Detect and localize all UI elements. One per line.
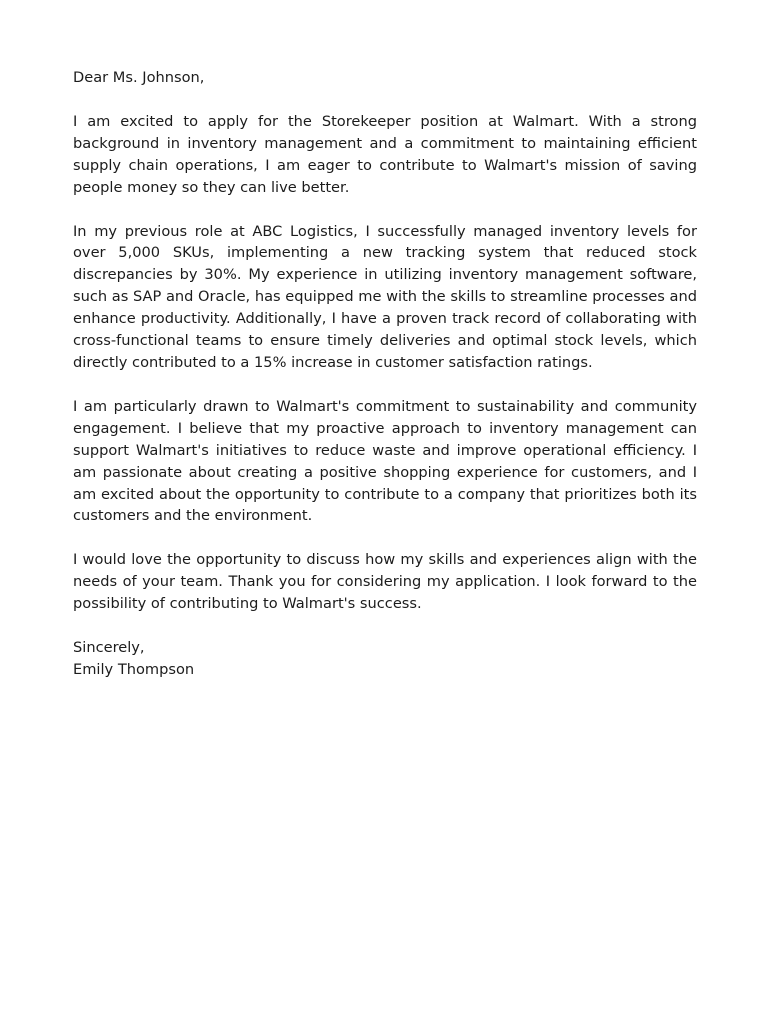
body-paragraph-4: I would love the opportunity to discuss how my skills and experiences align with the needs of your team. Thank you for considering my application. I look forward to the possibility of contributing to Walmart's success.	[73, 551, 697, 613]
body-paragraph-1: I am excited to apply for the Storekeeper position at Walmart. With a strong background in inventory management and a commitment to maintaining efficient supply chain operations, I am eager to contribute to Walmart's mission of saving people money so they can live better.	[73, 112, 697, 196]
cover-letter	[73, 67, 697, 681]
body-paragraph-2: In my previous role at ABC Logistics, I successfully managed inventory levels for over 5,000 SKUs, implementing a new tracking system that reduced stock discrepancies by 30%. My experience in utilizing inventory management software, such as SAP and Oracle, has equipped me with the skills to streamline processes and enhance productivity. Additionally, I have a proven track record of collaborating with cross-functional teams to ensure timely deliveries and optimal stock levels, which directly contributed to a 15% increase in customer satisfaction ratings.	[73, 222, 697, 371]
closing: Sincerely,	[73, 639, 145, 657]
body-paragraph-3: I am particularly drawn to Walmart's commitment to sustainability and community engagement. I believe that my proactive approach to inventory management can support Walmart's initiatives to reduce waste and improve operational efficiency. I am passionate about creating a positive shopping experience for customers, and I am excited about the opportunity to contribute to a company that prioritizes both its customers and the environment.	[73, 397, 697, 525]
salutation: Dear Ms. Johnson,	[73, 69, 205, 86]
signature: Emily Thompson	[73, 660, 195, 678]
